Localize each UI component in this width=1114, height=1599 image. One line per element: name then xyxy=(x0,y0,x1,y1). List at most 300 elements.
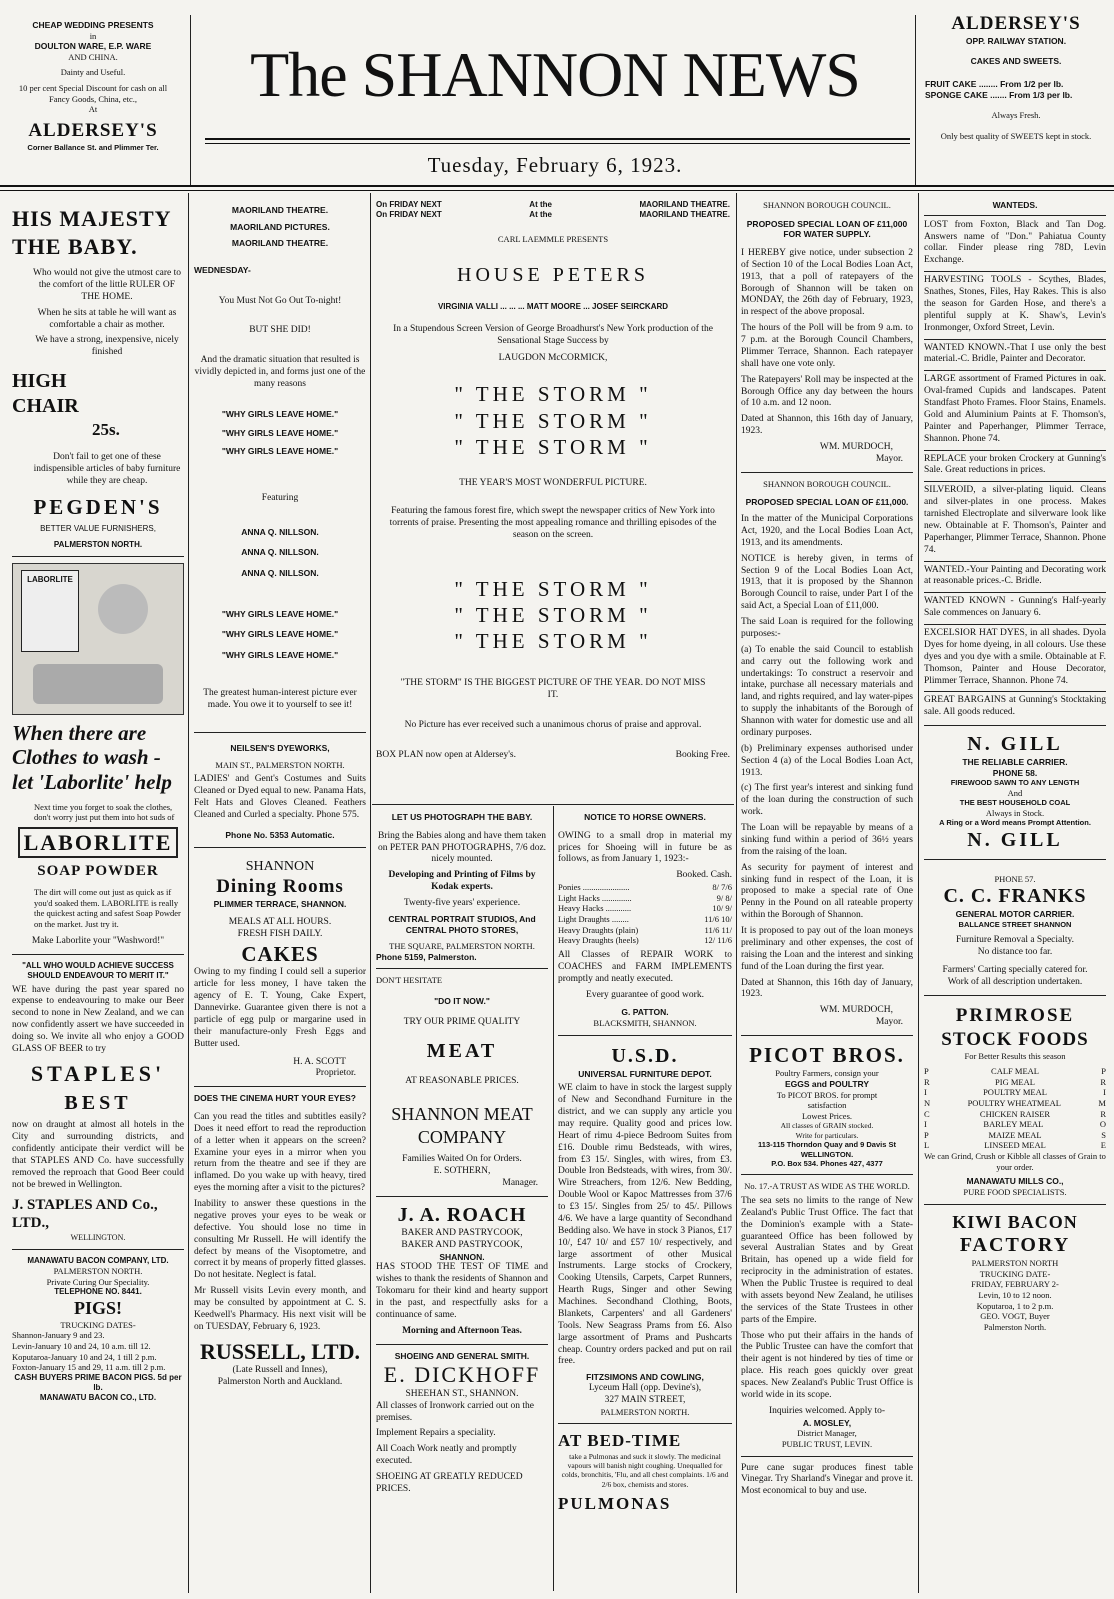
ad-text: MAORILAND THEATRE. xyxy=(231,205,329,215)
ad-headline: PRIMROSE xyxy=(955,1004,1075,1026)
ad-headline: " THE STORM " xyxy=(454,602,652,627)
ad-text: MAORILAND THEATRE. xyxy=(639,210,730,219)
price-values: 11/6 10/ xyxy=(704,914,732,924)
ad-text: Featuring xyxy=(261,492,299,503)
ad-text: BAKER AND PASTRYCOOK, xyxy=(401,1228,523,1238)
classified-ad: REPLACE your broken Crockery at Gunning's Sale. Great reductions in prices. xyxy=(924,453,1106,476)
feed-row xyxy=(924,1119,1106,1130)
ad-text: On FRIDAY NEXT xyxy=(376,210,442,219)
ad-text: Make Laborlite your "Washword!" xyxy=(31,935,165,946)
washtub-icon xyxy=(33,664,163,704)
ear-line: CAKES AND SWEETS. xyxy=(970,56,1062,67)
price-table xyxy=(558,882,732,946)
ad-text: Furniture Removal a Specialty. xyxy=(955,935,1075,946)
feed-name: LINSEED MEAL xyxy=(984,1140,1046,1151)
ad-headline: HIGH xyxy=(12,370,67,393)
ad-text: SHOEING AND GENERAL SMITH. xyxy=(394,1350,530,1361)
left-ear-ad xyxy=(8,20,178,152)
classified-ad: WANTED.-Your Painting and Decorating work at reasonable prices.-C. Bridle. xyxy=(924,564,1106,587)
ad-text: Farmers' Carting specially catered for. xyxy=(942,965,1088,976)
price-values: 11/6 11/ xyxy=(704,924,732,935)
ad-text: Twenty-five years' experience. xyxy=(403,898,521,908)
ad-text: (a) To enable the said Council to establish and carry out the following work and undertakings: To construct a reservoir and intake, purchase all necessary materials and land, and rights required, and lay water-pipes to supply the inhabitants of the Borough of Shannon with water for domestic use and all ordinary purposes. xyxy=(741,644,913,738)
ad-text: Those who put their affairs in the hands of the Public Trustee can have the comfort that their agent is not hindered by ties of time or place. His reach goes quickly over great spaces. New Zealand's Public Trust Office is world wide in its scope. xyxy=(741,1330,913,1400)
ad-text: BOX PLAN now open at Aldersey's. xyxy=(376,749,516,760)
ad-text: PURE FOOD SPECIALISTS. xyxy=(963,1186,1067,1197)
ad-text: PHONE 58. xyxy=(992,767,1038,778)
feed-name: PIG MEAL xyxy=(995,1076,1035,1087)
ad-text: PLIMMER TERRACE, SHANNON. xyxy=(213,898,347,909)
ad-text: Every guarantee of good work. xyxy=(586,989,704,1000)
price-values: 12/ 11/6 xyxy=(704,935,732,946)
ad-text: PALMERSTON NORTH. xyxy=(600,1406,690,1417)
feed-letter-right: S xyxy=(1101,1129,1106,1140)
ad-text: No Picture has ever received such a unanimous chorus of praise and approval. xyxy=(404,720,702,730)
ad-text: WEDNESDAY- xyxy=(194,264,251,275)
price-row xyxy=(558,903,732,914)
ad-headline: SHANNON xyxy=(245,858,315,874)
ad-text: SHANNON. xyxy=(439,1251,485,1262)
column-4 xyxy=(558,812,732,1514)
ad-text: AT REASONABLE PRICES. xyxy=(405,1075,519,1086)
price-item: Heavy Draughts (heels) xyxy=(558,935,639,946)
price-values: 9/ 8/ xyxy=(716,892,732,903)
ad-text: MAORILAND THEATRE. xyxy=(231,238,329,249)
ad-text: ANNA Q. NILLSON. xyxy=(241,567,319,578)
ad-text: PALMERSTON NORTH. xyxy=(53,540,143,550)
ad-headline: PULMONAS xyxy=(558,1494,672,1513)
right-ear-ad xyxy=(925,12,1107,142)
ad-headline: SOAP POWDER xyxy=(37,863,159,880)
ear-line: CHEAP WEDDING PRESENTS xyxy=(32,20,154,30)
ad-text: MEALS AT ALL HOURS. xyxy=(228,917,332,928)
ad-text: Bring the Babies along and have them taken on PETER PAN PHOTOGRAPHS, 7/6 doz. nicely mounted. xyxy=(377,830,547,865)
ad-text: We have a strong, inexpensive, nicely finished xyxy=(35,335,179,358)
feed-letter-right: R xyxy=(1100,1076,1106,1087)
ad-text: For Better Results this season xyxy=(964,1051,1066,1062)
feed-row xyxy=(924,1098,1106,1109)
ad-headline: FACTORY xyxy=(959,1234,1071,1256)
ad-text: District Manager, xyxy=(797,1428,857,1439)
ad-text: Who would not give the utmost care to the comfort of the little RULER OF THE HOME. xyxy=(32,268,181,302)
ad-text: E. SOTHERN, xyxy=(433,1166,491,1177)
ad-text: Mayor. xyxy=(875,453,903,464)
ad-text: GEO. VOGT, Buyer xyxy=(980,1311,1050,1322)
franks-ad xyxy=(924,874,1106,989)
ad-text: "DO IT NOW." xyxy=(434,996,490,1006)
ad-text: CENTRAL PORTRAIT STUDIOS, And CENTRAL PHOTO STORES, xyxy=(388,913,536,935)
feed-list xyxy=(924,1066,1106,1151)
ad-text: I HEREBY give notice, under subsection 2 of Section 10 of the Local Bodies Loan Act, 1913, that a poll of ratepayers of the Borough of Shannon will be taken on MONDAY, the 26th day of February, 1923, in respect of the above proposal. xyxy=(741,247,913,318)
ear-line: SPONGE CAKE ....... From 1/3 per lb. xyxy=(925,89,1073,100)
ad-headline: PICOT BROS. xyxy=(749,1043,905,1067)
ad-text: NOTICE is hereby given, in terms of Section 9 of the Local Bodies Loan Act, 1913, that it is proposed by the Shannon Borough Council to raise, under Part I of the said Act, a Special Loan of £11,000. xyxy=(741,553,913,612)
masthead-title: The SHANNON NEWS xyxy=(250,39,860,110)
price-item: Heavy Hacks ............ xyxy=(558,903,632,914)
ad-text: (b) Preliminary expenses authorised under Section 4 (a) of the Local Bodies Loan Act, 1913. xyxy=(741,743,913,778)
ear-address: Corner Ballance St. and Plimmer Ter. xyxy=(27,142,159,152)
ad-text: PALMERSTON NORTH xyxy=(971,1258,1059,1268)
ad-text: Lowest Prices. xyxy=(801,1110,853,1121)
ad-text: CARL LAEMMLE PRESENTS xyxy=(497,234,609,244)
ad-headline: N. GILL xyxy=(967,828,1063,851)
ad-headline: AT BED-TIME xyxy=(558,1431,682,1451)
feed-letter-left: P xyxy=(924,1066,929,1076)
feed-letter-right: M xyxy=(1098,1097,1106,1108)
ad-text: Koputaroa, 1 to 2 p.m. xyxy=(976,1300,1054,1311)
ad-text: WM. MURDOCH, xyxy=(819,442,893,452)
ad-text: WM. MURDOCH, xyxy=(819,1005,893,1016)
laborlite-packet-icon xyxy=(21,570,79,652)
ad-text: TRUCKING DATE- xyxy=(979,1268,1051,1279)
price-item: Ponies ...................... xyxy=(558,882,630,893)
horse-owners-ad xyxy=(558,812,732,1029)
feed-name: MAIZE MEAL xyxy=(988,1129,1042,1140)
ear-line: DOULTON WARE, E.P. WARE xyxy=(34,41,152,52)
ad-text: The greatest human-interest picture ever made. You owe it to yourself to see it! xyxy=(203,688,357,711)
feed-name: CHICKEN RAISER xyxy=(979,1108,1051,1119)
ad-text: FRESH FISH DAILY. xyxy=(237,929,323,940)
ad-text: The dirt will come out just as quick as if you'd soaked them. LABORLITE is really the quickest acting and safest Soap Powder on the market. Just try it. xyxy=(34,887,181,930)
ad-text: THE RELIABLE CARRIER. xyxy=(962,757,1068,768)
ad-text: SHOEING AT GREATLY REDUCED PRICES. xyxy=(376,1472,523,1494)
ad-text: All Classes of REPAIR WORK to COACHES and FARM IMPLEMENTS promptly and neatly executed. xyxy=(558,949,732,984)
ad-text: Booking Free. xyxy=(675,749,730,760)
ad-text: PHONE 57. xyxy=(994,873,1036,884)
ad-text: (c) The first year's interest and sinking fund of the loan during the construction of such work. xyxy=(741,783,913,818)
laborlite-ad xyxy=(12,563,184,947)
feed-letter-left: L xyxy=(924,1140,930,1151)
meat-ad xyxy=(376,975,548,1190)
ad-text: "ALL WHO WOULD ACHIEVE SUCCESS SHOULD ENDEAVOUR TO MERIT IT." xyxy=(22,960,174,980)
ad-text: SHANNON BOROUGH COUNCIL. xyxy=(763,200,891,210)
ad-text: SHANNON BOROUGH COUNCIL. xyxy=(763,478,891,489)
section-heading: WANTEDS. xyxy=(992,200,1038,210)
ad-headline: J. A. ROACH xyxy=(397,1204,527,1226)
ad-text: In a Stupendous Screen Version of George Broadhurst's New York production of the Sensational Stage Success by xyxy=(393,323,713,346)
ear-line: At xyxy=(88,104,98,115)
issue-date: Tuesday, February 6, 1923. xyxy=(427,153,683,177)
ear-line: in xyxy=(89,30,97,41)
ad-text: MAORILAND PICTURES. xyxy=(230,221,330,232)
feed-letter-left: C xyxy=(924,1108,930,1119)
feed-name: CALF MEAL xyxy=(991,1066,1039,1076)
ad-text: The sea sets no limits to the range of New Zealand's Public Trust Office. The fact that the Dominion's example with a State-guaranteed Office has been followed by several Australian States and by Great Britain, has opened up a wide field for reciprocity in the administration of estates. When the Public Trustee is required to deal with assets beyond New Zealand, he utilises the services of the State Trustees in other parts of the Empire. xyxy=(741,1195,913,1325)
feed-name: POULTRY WHEATMEAL xyxy=(967,1097,1061,1108)
ad-text: THE SQUARE, PALMERSTON NORTH. xyxy=(389,941,535,952)
ad-text: FIREWOOD SAWN TO ANY LENGTH xyxy=(950,778,1080,788)
ad-text: Booked. Cash. xyxy=(676,870,732,881)
column-2 xyxy=(194,205,366,1389)
ad-headline: STOCK FOODS xyxy=(941,1028,1089,1050)
ad-text: Manager. xyxy=(502,1178,538,1189)
ad-text: DON'T HESITATE xyxy=(376,975,443,986)
ad-text: A. MOSLEY, xyxy=(802,1417,852,1428)
ad-text: now on draught at almost all hotels in the City and surrounding districts, and confidently anticipate their verdict will be that STAPLES AND Co. have successfully removed the reproach that Good Beer could not be brewed in Wellington. xyxy=(12,1120,184,1190)
ad-text: Foxton-January 15 and 29, 11 a.m. till 2 p.m. xyxy=(12,1362,166,1373)
ear-line: AND CHINA. xyxy=(68,51,118,62)
ad-text: Shannon-January 9 and 23. xyxy=(12,1330,105,1341)
ad-text: BETTER VALUE FURNISHERS, xyxy=(40,524,156,534)
ad-text: Owing to my finding I could sell a superior article for less money, I have taken the agency of E. T. Young, Cake Expert, Dannevirke. Guarantee given there is not a particle of egg pulp or margarine used in their manufacture-only Fresh Eggs and Butter used. xyxy=(194,967,366,1049)
ad-headline: COMPANY xyxy=(417,1126,507,1147)
price-values: 8/ 7/6 xyxy=(712,882,732,893)
ear-line: 10 per cent Special Discount for cash on all Fancy Goods, China, etc., xyxy=(18,83,168,104)
ad-text: satisfaction xyxy=(807,1100,847,1111)
price: 25s. xyxy=(92,420,120,440)
ad-text: A Ring or a Word means Prompt Attention. xyxy=(939,818,1091,828)
pulmonas-ad xyxy=(558,1430,732,1514)
dickhoff-ad xyxy=(376,1351,548,1496)
price-values: 10/ 9/ xyxy=(712,903,732,914)
feed-row xyxy=(924,1130,1106,1141)
ad-headline: " THE STORM " xyxy=(454,629,652,653)
feed-row xyxy=(924,1077,1106,1088)
ad-text: 327 MAIN STREET, xyxy=(604,1394,686,1405)
feed-row xyxy=(924,1066,1106,1077)
ad-text: In the matter of the Municipal Corporations Act, 1920, and the Local Bodies Loan Act, 1913, and its amendments. xyxy=(741,514,913,548)
column-1 xyxy=(12,205,184,1403)
picot-ad xyxy=(741,1042,913,1168)
ad-text: MANAWATU BACON COMPANY, LTD. xyxy=(27,1256,169,1266)
maoriland-ad xyxy=(194,205,366,712)
ad-text: To PICOT BROS. for prompt xyxy=(776,1089,878,1100)
price-item: Heavy Draughts (plain) xyxy=(558,924,639,935)
ad-text: "WHY GIRLS LEAVE HOME." xyxy=(221,629,339,640)
ad-text: BLACKSMITH, SHANNON. xyxy=(593,1018,697,1028)
classified-ad: WANTED KNOWN.-That I use only the best material.-C. Bridle, Painter and Decorator. xyxy=(924,342,1106,365)
ad-text: TRUCKING DATES- xyxy=(60,1319,136,1330)
ear-line: FRUIT CAKE ........ From 1/2 per lb. xyxy=(925,79,1064,89)
ad-text: Dated at Shannon, this 16th day of January, 1923. xyxy=(741,414,913,437)
ad-text: BALLANCE STREET SHANNON xyxy=(958,920,1072,929)
ad-headline: HIS MAJESTY xyxy=(12,206,172,231)
ad-text: No distance too far. xyxy=(977,947,1053,958)
ad-text: At the xyxy=(529,210,552,219)
ad-text: All Coach Work neatly and promptly executed. xyxy=(376,1444,517,1467)
feed-row xyxy=(924,1087,1106,1098)
neilsen-ad xyxy=(194,743,366,840)
ad-text: It is proposed to pay out of the loan moneys preliminary and other expenses, the cost of raising the Loan and the interest and sinking fund of the Loan during the first year. xyxy=(741,926,913,972)
ad-headline: CHAIR xyxy=(12,395,79,418)
ad-text: NEILSEN'S DYEWORKS, xyxy=(230,743,330,754)
bacon-ad xyxy=(12,1256,184,1403)
ad-text: GENERAL MOTOR CARRIER. xyxy=(955,909,1075,920)
ad-text: Levin, 10 to 12 noon. xyxy=(978,1289,1052,1300)
ad-headline: PEGDEN'S xyxy=(33,495,163,519)
ad-text: H. A. SCOTT xyxy=(293,1056,346,1067)
ad-text: MANAWATU MILLS CO., xyxy=(966,1176,1064,1187)
ad-text: EGGS and POULTRY xyxy=(784,1078,870,1089)
loan-notice-2 xyxy=(741,479,913,1029)
ad-text: Private Curing Our Speciality. xyxy=(46,1276,150,1287)
feed-name: BARLEY MEAL xyxy=(983,1119,1044,1130)
price-row xyxy=(558,893,732,904)
ad-text: "WHY GIRLS LEAVE HOME." xyxy=(221,649,339,660)
laborlite-illustration xyxy=(12,563,184,715)
feed-row xyxy=(924,1140,1106,1151)
ad-headline: RUSSELL, LTD. xyxy=(200,1338,360,1364)
ad-text: THE YEAR'S MOST WONDERFUL PICTURE. xyxy=(459,478,647,488)
public-trust-ad xyxy=(741,1181,913,1449)
russell-ad xyxy=(194,1093,366,1389)
wanteds-section xyxy=(924,200,1106,719)
ad-headline: CAKES xyxy=(241,942,319,967)
ear-line: OPP. RAILWAY STATION. xyxy=(965,35,1067,46)
ad-text: ANNA Q. NILLSON. xyxy=(241,526,319,537)
packet-label: LABORLITE xyxy=(27,575,73,585)
ad-headline: BEST xyxy=(64,1092,132,1115)
ad-text: Next time you forget to soak the clothes, don't worry just put them into hot suds of xyxy=(34,801,175,823)
ad-text: DOES THE CINEMA HURT YOUR EYES? xyxy=(194,1093,356,1104)
feed-letter-left: I xyxy=(924,1119,927,1130)
ad-text: Work of all description undertaken. xyxy=(947,977,1083,987)
ad-text: Koputaroa-January 10 and 24, 1 till 2 p.m. xyxy=(12,1351,157,1362)
ad-text: PROPOSED SPECIAL LOAN OF £11,000. xyxy=(745,497,909,508)
ad-headline: N. GILL xyxy=(967,733,1063,756)
kiwi-bacon-ad xyxy=(924,1211,1106,1333)
classified-ad: GREAT BARGAINS at Gunning's Stocktaking sale. All goods reduced. xyxy=(924,695,1106,718)
ad-text: Featuring the famous forest fire, which swept the newspaper critics of New York into torrents of praise. Presenting the most appealing romance and thrilling episodes of the season on the screen. xyxy=(389,505,717,540)
feed-letter-left: P xyxy=(924,1129,929,1140)
ad-text: P.O. Box 534. Phones 427, 4377 xyxy=(771,1158,883,1168)
ad-text: "WHY GIRLS LEAVE HOME." xyxy=(221,608,339,619)
ad-text: WELLINGTON. xyxy=(70,1233,126,1243)
classified-ad: WANTED KNOWN - Gunning's Half-yearly Sale commences on January 6. xyxy=(924,596,1106,619)
ad-headline: C. C. FRANKS xyxy=(943,885,1087,908)
storm-ad xyxy=(376,200,730,762)
ad-text: (Late Russell and Innes), xyxy=(232,1365,328,1376)
ad-text: PUBLIC TRUST, LEVIN. xyxy=(781,1438,873,1449)
ad-text: Phone 5159, Palmerston. xyxy=(376,951,477,962)
classified-ad: HARVESTING TOOLS - Scythes, Blades, Snathes, Stones, Files, Hay Rakes. This is also the season for Garden Hose, and there's a plentiful supply at K. Shaw's, Levin's Ironmonger, Oxford Street, Levin. xyxy=(924,275,1106,333)
ad-headline: " THE STORM " xyxy=(454,434,652,459)
ad-text: Dated at Shannon, this 16th day of January, 1923. xyxy=(741,977,913,1000)
ad-text: "WHY GIRLS LEAVE HOME." xyxy=(221,446,339,457)
primrose-ad xyxy=(924,1004,1106,1198)
ad-text: At the xyxy=(529,200,552,209)
ad-text: Developing and Printing of Films by Kodak experts. xyxy=(388,870,536,893)
ad-text: Lyceum Hall (opp. Devine's), xyxy=(588,1382,702,1393)
ear-name: ALDERSEY'S xyxy=(951,13,1081,34)
ear-line: Dainty and Useful. xyxy=(60,66,126,77)
ad-headline: When there are Clothes to wash - let 'Laborlite' help xyxy=(12,721,172,794)
ad-text: Can you read the titles and subtitles easily? Does it need effort to read the reproduction of a letter when it appears on the screen? Examine your eyes in a mirror when you return from the theatre and see if they are inflamed. Do you wake up with heavy, tired eyes the morning after a visit to the pictures? xyxy=(194,1111,366,1194)
ad-text: SHEEHAN ST., SHANNON. xyxy=(405,1388,519,1399)
ad-text: THE BEST HOUSEHOLD COAL xyxy=(959,798,1071,808)
ad-text: As security for payment of interest and sinking fund in respect of the Loan, it is proposed to make a special rate of One Penny in the Pound on all rateable property within the Borough of Shannon. xyxy=(741,862,913,921)
ad-headline: LABORLITE xyxy=(18,827,178,859)
ad-text: Morning and Afternoon Teas. xyxy=(402,1325,522,1336)
ad-text: PALMERSTON NORTH. xyxy=(53,1266,143,1277)
ad-text: No. 17.-A TRUST AS WIDE AS THE WORLD. xyxy=(744,1181,910,1192)
ad-headline: " THE STORM " xyxy=(454,408,652,433)
ad-text: CASH BUYERS PRIME BACON PIGS. 5d per lb. xyxy=(14,1372,182,1392)
feed-letter-left: N xyxy=(924,1097,931,1108)
ad-text: WE have during the past year spared no expense to endeavouring to make our Beer second to none in New Zealand, and we can now confidently assert we have succeeded in doing so. We invite all who enjoy a GOOD GLASS OF BEER to try xyxy=(12,984,184,1054)
feed-letter-right: E xyxy=(1100,1140,1106,1151)
ad-text: 113-115 Thorndon Quay and 9 Davis St xyxy=(758,1140,896,1150)
ad-text: On FRIDAY NEXT xyxy=(376,200,442,209)
ad-text: G. PATTON. xyxy=(621,1007,669,1018)
ad-text: FRIDAY, FEBRUARY 2- xyxy=(971,1279,1059,1290)
price-row xyxy=(558,882,732,893)
ad-text: NOTICE TO HORSE OWNERS. xyxy=(584,812,706,822)
ad-text: "WHY GIRLS LEAVE HOME." xyxy=(221,408,339,419)
ad-text: FITZSIMONS AND COWLING, xyxy=(586,1372,704,1383)
ad-text: Don't fail to get one of these indispensible articles of baby furniture while they are cheap. xyxy=(33,452,181,487)
ad-headline: " THE STORM " xyxy=(454,576,652,601)
ad-text: TRY OUR PRIME QUALITY xyxy=(403,1016,521,1027)
ad-text: Implement Repairs a speciality. xyxy=(376,1428,496,1439)
ad-text: The hours of the Poll will be from 9 a.m. to 7 p.m. at the Borough Council Chambers, Plimmer Terrace, Shannon. Each ratepayer shall have one vote only. xyxy=(741,323,913,369)
woman-figure-icon xyxy=(98,584,148,634)
ad-text: PROPOSED SPECIAL LOAN OF £11,000 FOR WATER SUPPLY. xyxy=(746,218,908,240)
ad-text: HAS STOOD THE TEST OF TIME and wishes to thank the residents of Shannon and Tokomaru for their kind and hearty support in the past, and respectfully asks for a continuance of same. xyxy=(376,1262,548,1320)
ad-text: Write for particulars. xyxy=(795,1130,859,1140)
classified-ad: EXCELSIOR HAT DYES, in all shades. Dyola Dyes for home dyeing, in all colours. Use these dyes and you dye with a smile. Obtainable at F. Thomson, Painter and House Decorator, Plimmer Terrace, Shannon. Phone 74. xyxy=(924,628,1106,686)
ad-text: WELLINGTON. xyxy=(800,1149,854,1159)
gill-ad xyxy=(924,732,1106,853)
ad-headline: HOUSE PETERS xyxy=(457,263,649,286)
feed-letter-left: I xyxy=(924,1087,927,1098)
ear-name: ALDERSEY'S xyxy=(28,120,158,141)
classified-ad: SILVEROID, a silver-plating liquid. Cleans and silver-plates in one process. Makes tarnished Electroplate and silverware look like new. Obtainable at F. Thomson's, Painter and Paperhanger, Plimmer Terrace, Shannon. Phone 74. xyxy=(924,485,1106,555)
vinegar-ad: Pure cane sugar produces finest table Vinegar. Try Sharland's Vinegar and prove it. Most economical to buy and use. xyxy=(741,1462,913,1497)
classified-ad: LOST from Foxton, Black and Tan Dog. Answers name of "Don." Pahiatua County collar. Finder please ring 78D, Levin Exchange. xyxy=(924,219,1106,266)
ad-text: Always in Stock. xyxy=(985,807,1045,818)
photo-ad xyxy=(376,812,548,962)
ad-text: You Must Not Go Out To-night! xyxy=(218,295,342,306)
ad-text: Poultry Farmers, consign your xyxy=(775,1068,879,1079)
ad-text: ANNA Q. NILLSON. xyxy=(241,547,319,558)
ad-text: Families Waited On for Orders. xyxy=(402,1154,522,1165)
dining-rooms-ad xyxy=(194,858,366,1081)
ear-line: Only best quality of SWEETS kept in stock. xyxy=(940,130,1092,141)
usd-ad xyxy=(558,1044,732,1418)
ad-text: Levin-January 10 and 24, 10 a.m. till 12. xyxy=(12,1341,151,1352)
ad-text: MAIN ST., PALMERSTON NORTH. xyxy=(215,759,345,770)
ad-text: Mayor. xyxy=(875,1017,903,1028)
price-row xyxy=(558,925,732,936)
ad-headline: MEAT xyxy=(426,1039,498,1062)
ad-text: And the dramatic situation that resulted is vividly depicted in, and forms just one of the many reasons xyxy=(194,355,366,389)
feed-letter-right: O xyxy=(1099,1119,1106,1130)
ad-text: The said Loan is required for the following purposes:- xyxy=(741,617,913,639)
ear-line: Always Fresh. xyxy=(991,110,1041,121)
ad-text: The Ratepayers' Roll may be inspected at the Borough Office any day between the hours of 10 a.m. and 12 noon. xyxy=(741,374,913,409)
ad-text: MANAWATU BACON CO., LTD. xyxy=(39,1392,157,1402)
price-item: Light Hacks .............. xyxy=(558,892,632,903)
ad-headline: Dining Rooms xyxy=(216,876,344,897)
ad-text: BAKER AND PASTRYCOOK, xyxy=(401,1239,523,1250)
ad-headline: U.S.D. xyxy=(611,1044,679,1067)
ad-text: When he sits at table he will want as comfortable a chair as mother. xyxy=(37,307,177,330)
ad-text: Mr Russell visits Levin every month, and may be consulted by appointment at C. S. Keedwell's Pharmacy. His next visit will be on TUESDAY, February 6, 1923. xyxy=(194,1286,366,1332)
ad-text: UNIVERSAL FURNITURE DEPOT. xyxy=(578,1068,712,1079)
feed-row xyxy=(924,1109,1106,1120)
feed-letter-right: R xyxy=(1100,1108,1106,1119)
staples-ad xyxy=(12,961,184,1244)
roach-ad xyxy=(376,1203,548,1338)
ad-headline: SHANNON MEAT xyxy=(391,1104,533,1125)
ad-text: Phone No. 5353 Automatic. xyxy=(225,829,335,840)
ad-text: All classes of GRAIN stocked. xyxy=(780,1121,874,1131)
ad-text: BUT SHE DID! xyxy=(249,325,311,336)
ad-headline: " THE STORM " xyxy=(454,382,652,407)
ad-headline: KIWI BACON xyxy=(952,1211,1078,1232)
ad-text: OWING to a small drop in material my prices for Shoeing will in future be as follows, as from January 1, 1923:- xyxy=(558,830,732,865)
